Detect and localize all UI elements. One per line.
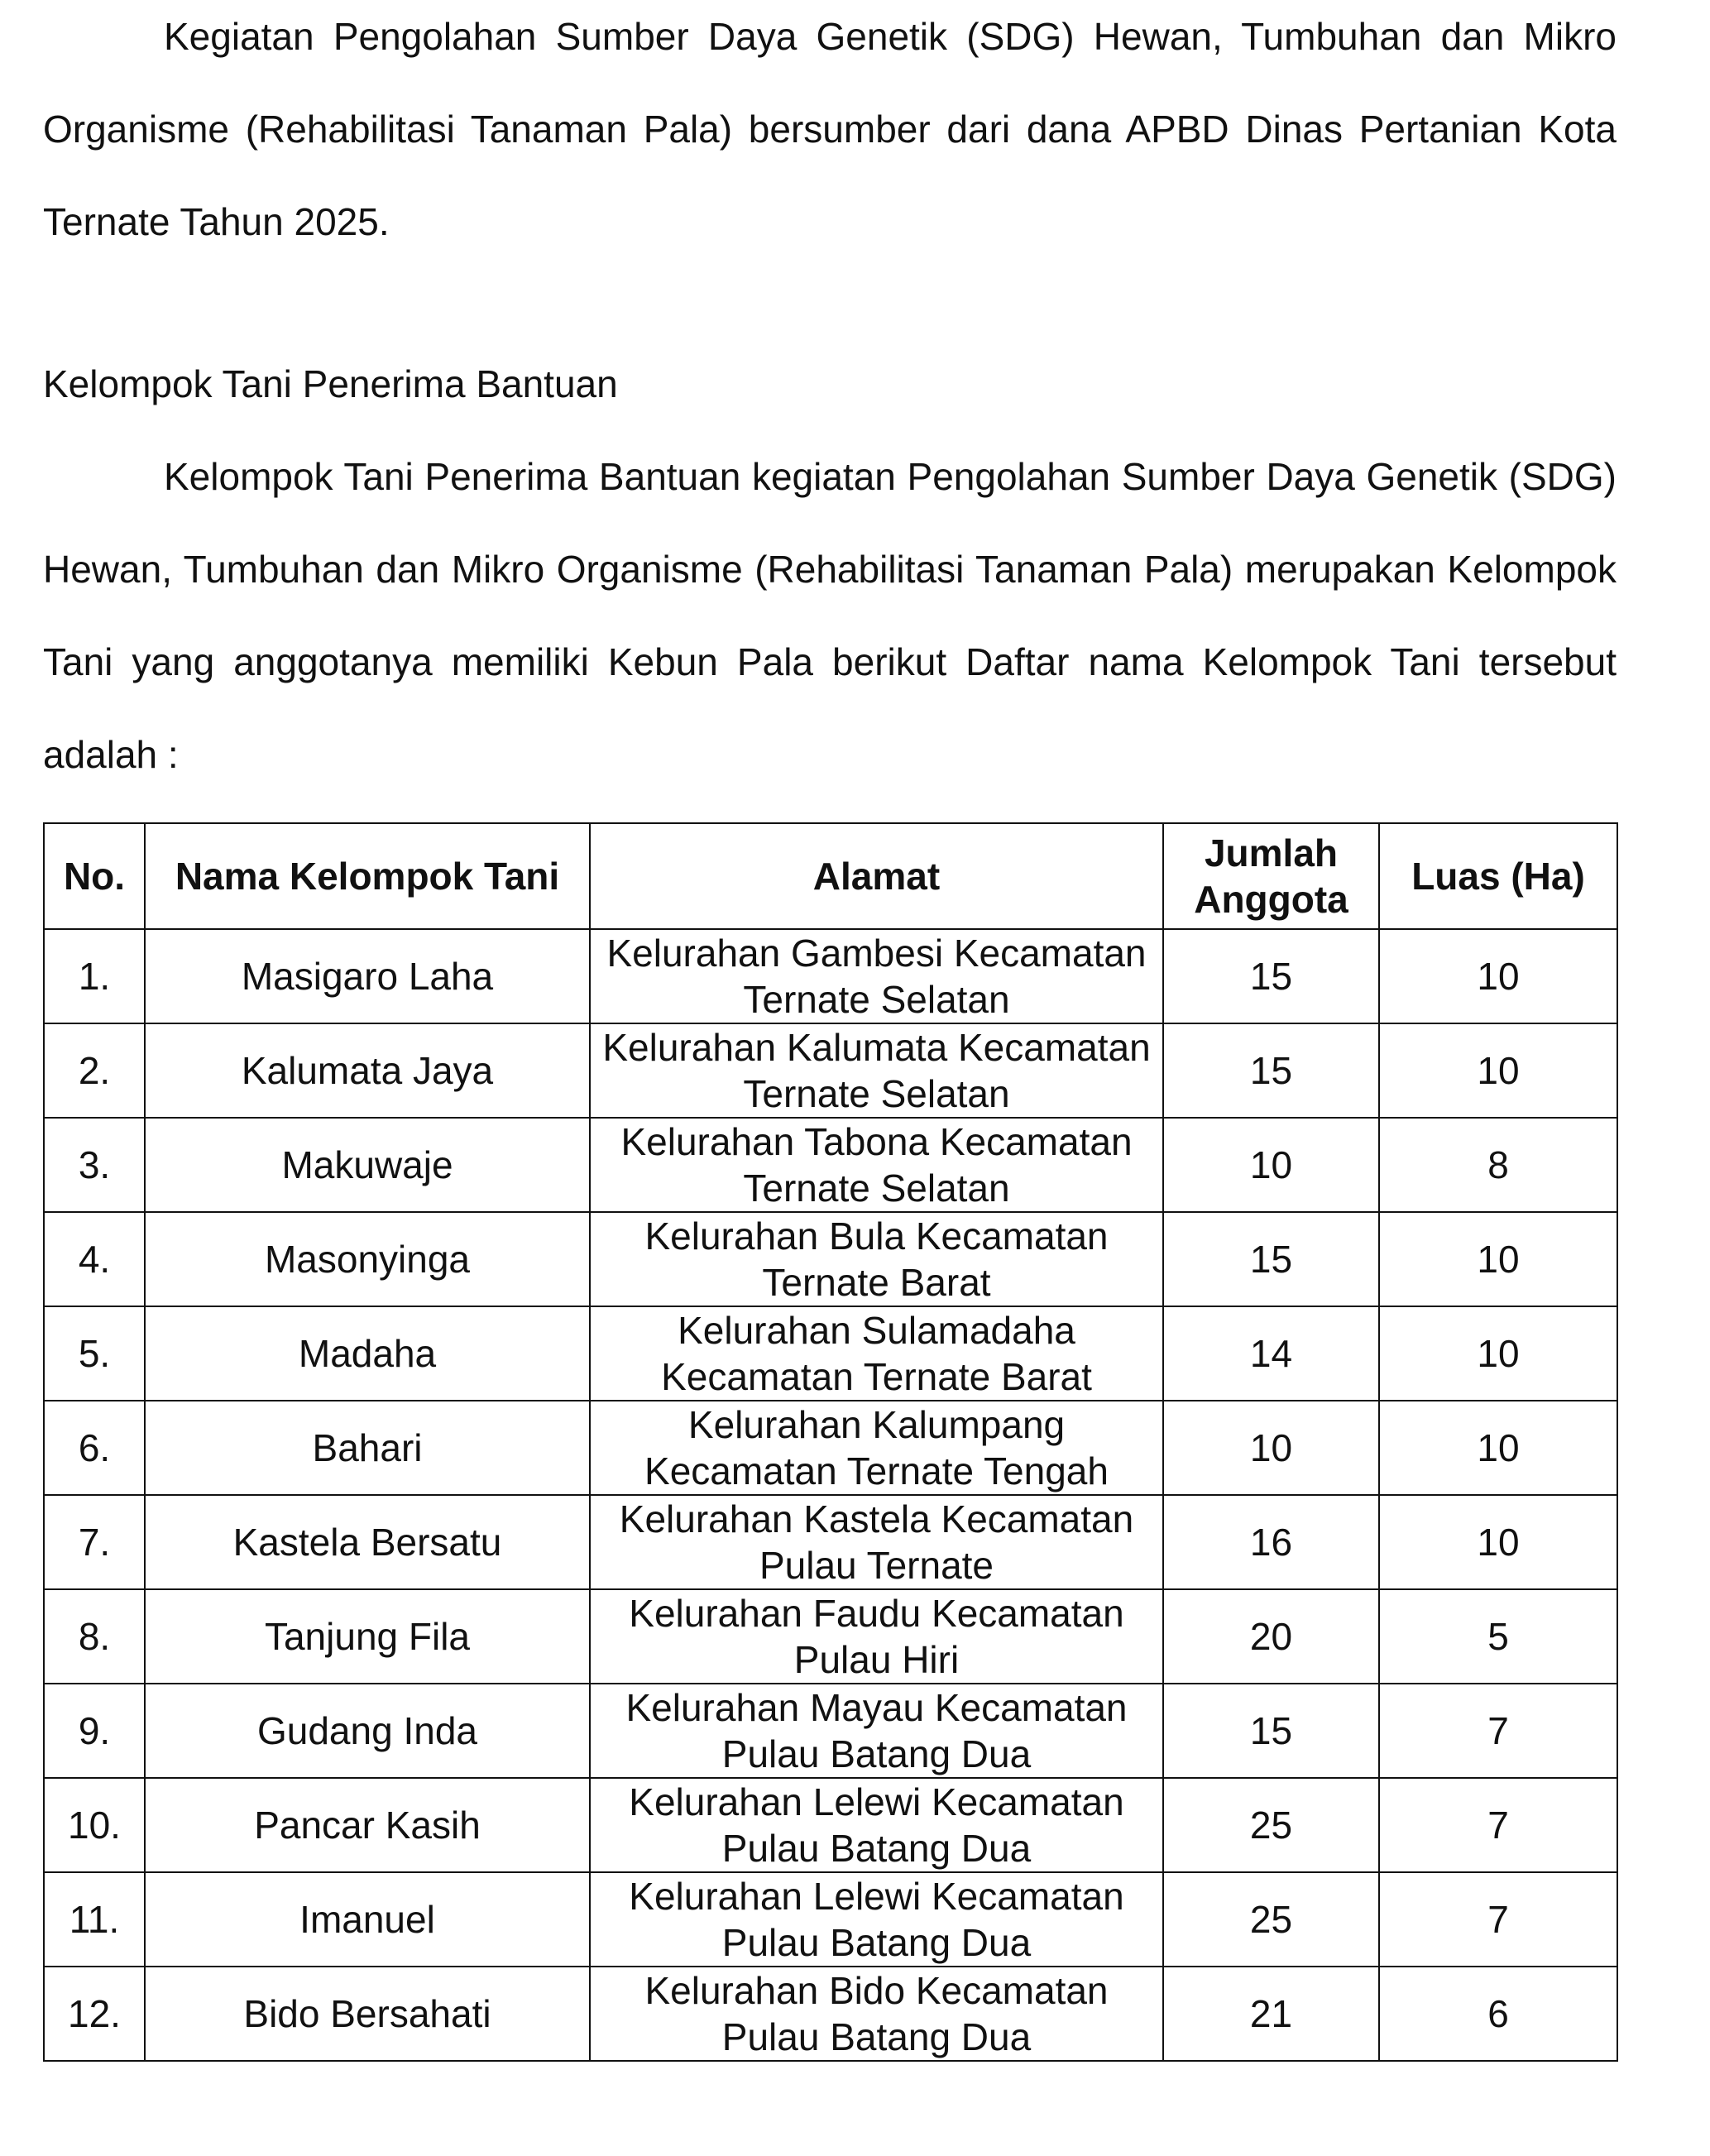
cell-luas: 10 [1379,1212,1617,1306]
cell-nama: Bido Bersahati [145,1967,590,2061]
cell-luas: 8 [1379,1118,1617,1212]
cell-jumlah: 14 [1163,1306,1379,1401]
section-paragraph: Kelompok Tani Penerima Bantuan kegiatan Pengolahan Sumber Daya Genetik (SDG) Hewan, Tumbuhan dan Mikro Organisme (Rehabilitasi Tanaman Pala) merupakan Kelompok Tani yang anggotanya memiliki Kebun Pala berikut Daftar nama Kelompok Tani tersebut adalah : [43,455,1617,776]
cell-nama: Gudang Inda [145,1684,590,1778]
cell-nama: Pancar Kasih [145,1778,590,1872]
header-luas: Luas (Ha) [1379,823,1617,929]
cell-no: 2. [44,1023,145,1118]
table-row [44,1589,1617,1684]
table-row [44,1495,1617,1589]
table-row [44,1118,1617,1212]
cell-alamat: Kelurahan Faudu Kecamatan Pulau Hiri [590,1589,1163,1684]
cell-jumlah: 10 [1163,1118,1379,1212]
intro-paragraph: Kegiatan Pengolahan Sumber Daya Genetik (SDG) Hewan, Tumbuhan dan Mikro Organisme (Rehabilitasi Tanaman Pala) bersumber dari dana APBD Dinas Pertanian Kota Ternate Tahun 2025. [43,15,1617,243]
cell-no: 5. [44,1306,145,1401]
cell-jumlah: 16 [1163,1495,1379,1589]
cell-nama: Masonyinga [145,1212,590,1306]
cell-luas: 7 [1379,1684,1617,1778]
cell-jumlah: 15 [1163,1212,1379,1306]
cell-jumlah: 20 [1163,1589,1379,1684]
cell-luas: 10 [1379,1306,1617,1401]
cell-jumlah: 15 [1163,1684,1379,1778]
table-row [44,1023,1617,1118]
cell-nama: Makuwaje [145,1118,590,1212]
cell-jumlah: 10 [1163,1401,1379,1495]
table-row [44,1778,1617,1872]
table-row [44,1401,1617,1495]
table-row [44,1306,1617,1401]
cell-alamat: Kelurahan Kalumpang Kecamatan Ternate Tengah [590,1401,1163,1495]
table-row [44,1684,1617,1778]
cell-alamat: Kelurahan Kalumata Kecamatan Ternate Selatan [590,1023,1163,1118]
cell-alamat: Kelurahan Bido Kecamatan Pulau Batang Dua [590,1967,1163,2061]
table-row [44,1212,1617,1306]
cell-luas: 6 [1379,1967,1617,2061]
cell-luas: 7 [1379,1778,1617,1872]
cell-no: 7. [44,1495,145,1589]
cell-nama: Tanjung Fila [145,1589,590,1684]
cell-nama: Imanuel [145,1872,590,1967]
header-nama-kelompok: Nama Kelompok Tani [145,823,590,929]
cell-nama: Kalumata Jaya [145,1023,590,1118]
cell-alamat: Kelurahan Gambesi Kecamatan Ternate Selatan [590,929,1163,1023]
cell-nama: Kastela Bersatu [145,1495,590,1589]
cell-jumlah: 25 [1163,1778,1379,1872]
table-header-row [44,823,1617,929]
cell-jumlah: 15 [1163,1023,1379,1118]
header-no: No. [44,823,145,929]
cell-luas: 10 [1379,1401,1617,1495]
cell-no: 10. [44,1778,145,1872]
cell-no: 6. [44,1401,145,1495]
cell-jumlah: 15 [1163,929,1379,1023]
cell-nama: Madaha [145,1306,590,1401]
table-row [44,1967,1617,2061]
section-heading: Kelompok Tani Penerima Bantuan [43,362,618,405]
cell-no: 4. [44,1212,145,1306]
cell-no: 11. [44,1872,145,1967]
cell-jumlah: 21 [1163,1967,1379,2061]
cell-luas: 10 [1379,1495,1617,1589]
cell-jumlah: 25 [1163,1872,1379,1967]
header-jumlah-anggota: Jumlah Anggota [1163,823,1379,929]
cell-no: 9. [44,1684,145,1778]
cell-alamat: Kelurahan Sulamadaha Kecamatan Ternate Barat [590,1306,1163,1401]
cell-nama: Masigaro Laha [145,929,590,1023]
cell-luas: 10 [1379,929,1617,1023]
cell-nama: Bahari [145,1401,590,1495]
cell-luas: 10 [1379,1023,1617,1118]
cell-alamat: Kelurahan Tabona Kecamatan Ternate Selatan [590,1118,1163,1212]
farmer-groups-table [43,822,1618,2062]
cell-alamat: Kelurahan Mayau Kecamatan Pulau Batang Dua [590,1684,1163,1778]
cell-no: 1. [44,929,145,1023]
cell-no: 12. [44,1967,145,2061]
table-row [44,929,1617,1023]
cell-alamat: Kelurahan Bula Kecamatan Ternate Barat [590,1212,1163,1306]
cell-no: 3. [44,1118,145,1212]
cell-no: 8. [44,1589,145,1684]
cell-alamat: Kelurahan Lelewi Kecamatan Pulau Batang Dua [590,1872,1163,1967]
table-row [44,1872,1617,1967]
cell-luas: 5 [1379,1589,1617,1684]
cell-alamat: Kelurahan Kastela Kecamatan Pulau Ternate [590,1495,1163,1589]
cell-alamat: Kelurahan Lelewi Kecamatan Pulau Batang Dua [590,1778,1163,1872]
header-alamat: Alamat [590,823,1163,929]
cell-luas: 7 [1379,1872,1617,1967]
